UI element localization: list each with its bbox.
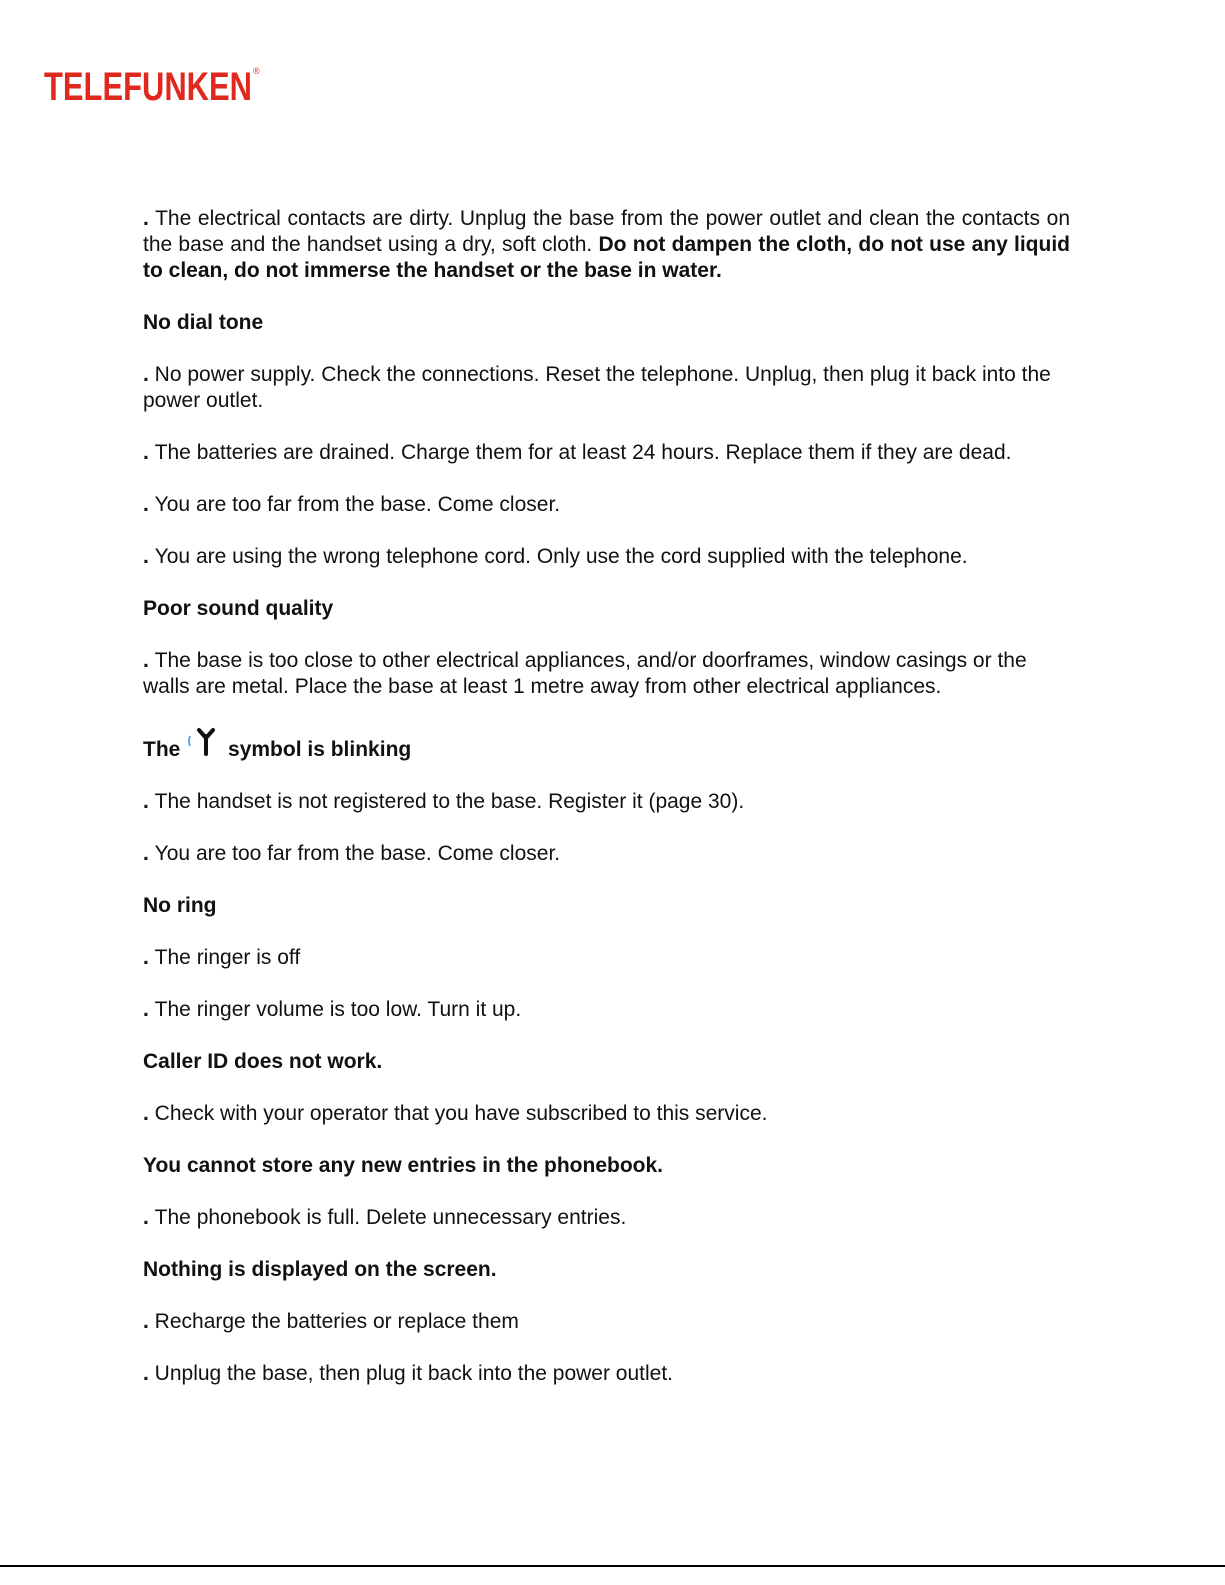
item-text: Check with your operator that you have subscribed to this service.	[154, 1102, 768, 1125]
section-poor-sound-quality	[143, 596, 1070, 700]
bullet: .	[143, 946, 155, 969]
list-item	[143, 440, 1070, 466]
list-item	[143, 841, 1070, 867]
bullet: .	[143, 998, 155, 1021]
list-item	[143, 1361, 1070, 1387]
bullet: .	[143, 545, 155, 568]
heading-text-before: The	[143, 738, 181, 761]
section-heading: Nothing is displayed on the screen.	[143, 1258, 497, 1281]
section-heading: Poor sound quality	[143, 597, 334, 620]
heading-text-after: symbol is blinking	[228, 738, 412, 761]
section-no-ring	[143, 893, 1070, 1023]
intro-text: The electrical contacts are dirty. Unplug the base from the power outlet and clean the contacts on the base and the handset using a dry, soft cloth.	[143, 207, 1070, 256]
signal-antenna-icon	[186, 726, 222, 760]
section-heading	[143, 726, 1070, 763]
list-item	[143, 362, 1070, 414]
section-phonebook	[143, 1153, 1070, 1231]
intro-warning: Do not dampen the cloth, do not use any liquid to clean, do not immerse the handset or the base in water.	[143, 233, 1070, 282]
list-item	[143, 544, 1070, 570]
list-item	[143, 997, 1070, 1023]
item-text: The handset is not registered to the base. Register it (page 30).	[154, 790, 745, 813]
bullet: .	[143, 790, 155, 813]
section-heading: No dial tone	[143, 311, 264, 334]
item-text: The phonebook is full. Delete unnecessary entries.	[154, 1206, 627, 1229]
section-heading: You cannot store any new entries in the phonebook.	[143, 1154, 664, 1177]
list-item	[143, 648, 1070, 700]
item-text: The batteries are drained. Charge them for at least 24 hours. Replace them if they are dead.	[154, 441, 1012, 464]
item-text: The ringer is off	[154, 946, 301, 969]
bullet: .	[143, 1310, 155, 1333]
list-item	[143, 1101, 1070, 1127]
registered-mark: ®	[253, 66, 260, 76]
item-text: The ringer volume is too low. Turn it up.	[154, 998, 522, 1021]
list-item	[143, 1205, 1070, 1231]
item-text: You are too far from the base. Come closer.	[154, 493, 561, 516]
section-symbol-blinking	[143, 726, 1070, 867]
bullet: .	[143, 363, 155, 386]
list-item	[143, 1309, 1070, 1335]
bullet: .	[143, 1206, 155, 1229]
intro-paragraph	[143, 206, 1070, 284]
bullet: .	[143, 493, 155, 516]
section-heading: No ring	[143, 894, 217, 917]
page-bottom-rule	[0, 1565, 1225, 1567]
section-nothing-displayed	[143, 1257, 1070, 1387]
bullet: .	[143, 207, 149, 230]
bullet: .	[143, 1362, 155, 1385]
item-text: The base is too close to other electrical appliances, and/or doorframes, window casings or the walls are metal. Place the base at least 1 metre away from other electrical appliances.	[143, 649, 1027, 698]
section-heading: Caller ID does not work.	[143, 1050, 383, 1073]
item-text: Recharge the batteries or replace them	[154, 1310, 519, 1333]
section-no-dial-tone	[143, 310, 1070, 570]
item-text: Unplug the base, then plug it back into the power outlet.	[154, 1362, 674, 1385]
list-item	[143, 789, 1070, 815]
logo-text: TELEFUNKEN	[44, 65, 252, 106]
item-text: No power supply. Check the connections. Reset the telephone. Unplug, then plug it back into the power outlet.	[143, 363, 1051, 412]
troubleshooting-content	[143, 206, 1070, 1413]
section-caller-id	[143, 1049, 1070, 1127]
telefunken-logo	[44, 60, 264, 106]
bullet: .	[143, 1102, 155, 1125]
bullet: .	[143, 649, 155, 672]
bullet: .	[143, 842, 155, 865]
item-text: You are using the wrong telephone cord. Only use the cord supplied with the telephone.	[154, 545, 968, 568]
bullet: .	[143, 441, 155, 464]
list-item	[143, 945, 1070, 971]
list-item	[143, 492, 1070, 518]
item-text: You are too far from the base. Come closer.	[154, 842, 561, 865]
